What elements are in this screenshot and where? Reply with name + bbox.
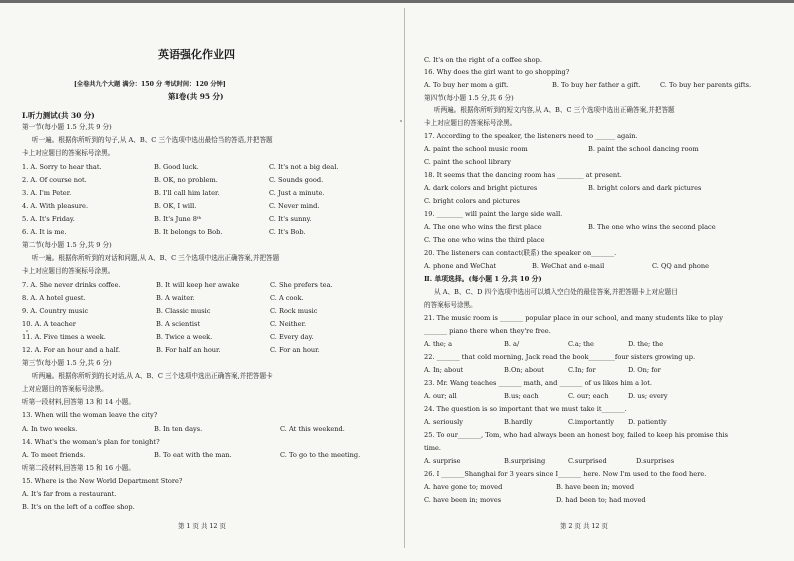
question-24: 24. The question is so important that we must take it_______. <box>424 405 627 413</box>
question-17: 17. According to the speaker, the listeners need to ______ again. <box>424 132 638 140</box>
item-option-a: 8. A. A hotel guest. <box>22 294 86 302</box>
listening-heading: Ⅰ.听力测试(共 30 分) <box>22 111 95 120</box>
section3-instruction-2: 上对应题目的答案标号涂黑。 <box>22 385 108 393</box>
item-option-a: A. To buy her mom a gift. <box>424 81 509 89</box>
single-choice-heading: Ⅱ. 单项选择。(每小题 1 分,共 10 分) <box>424 275 542 283</box>
item-option-c: C. Neither. <box>270 320 307 328</box>
top-scan-border <box>0 0 794 3</box>
item-option-c: C. To buy her parents gifts. <box>660 81 752 89</box>
question-20: 20. The listeners can contact(联系) the speaker on_______. <box>424 249 617 257</box>
item-option-a: 7. A. She never drinks coffee. <box>22 281 121 289</box>
item-option-a: 5. A. It's Friday. <box>22 215 75 223</box>
page-divider <box>404 8 405 548</box>
item-option-b: B.us; each <box>504 392 539 400</box>
item-option-c: C.surprised <box>568 457 607 465</box>
scan-speck <box>400 120 402 122</box>
item-option-b: B. In ten days. <box>154 425 203 433</box>
item-option-a: A. phone and WeChat <box>424 262 497 270</box>
item-option-c: C. It's sunny. <box>269 215 312 223</box>
item-option-c: C. For an hour. <box>270 346 320 354</box>
item-option-a: A. The one who wins the first place <box>424 223 542 231</box>
item-option-b: B. OK, no problem. <box>154 176 218 184</box>
item-option-a: A. In; about <box>424 366 464 374</box>
single-choice-instruction-1: 从 A、B、C、D 四个选项中选出可以填入空白处的最佳答案,并把答题卡上对应题目 <box>434 288 678 296</box>
item-option-a: 3. A. I'm Peter. <box>22 189 72 197</box>
question-14: 14. What's the woman's plan for tonight? <box>22 438 160 446</box>
item-option-a: A. have gone to; moved <box>424 483 503 491</box>
item-option-c: C. A cook. <box>270 294 304 302</box>
section2-heading: 第二节(每小题 1.5 分,共 9 分) <box>22 241 112 249</box>
item-option-c: C. It's not a big deal. <box>269 163 339 171</box>
item-option-a: A. seriously <box>424 418 463 426</box>
section2-instruction-2: 卡上对应题目的答案标号涂黑。 <box>22 267 115 275</box>
item-option-a: 1. A. Sorry to hear that. <box>22 163 102 171</box>
item-option-a: A. In two weeks. <box>22 425 78 433</box>
item-option-b: B.On; about <box>504 366 544 374</box>
item-option-d: D. us; every <box>628 392 668 400</box>
section4-instruction-2: 卡上对应题目的答案标号涂黑。 <box>424 119 517 127</box>
item-option-b: B. Good luck. <box>154 163 199 171</box>
section3-material-1: 听第一段材料,回答第 13 和 14 小题。 <box>22 398 135 406</box>
item-option-a: 4. A. With pleasure. <box>22 202 89 210</box>
page-footer: 第 2 页 共 12 页 <box>560 522 608 530</box>
item-option-c: C. Every day. <box>270 333 314 341</box>
item-option-b: B. WeChat and e-mail <box>532 262 605 270</box>
item-option-c: C. Just a minute. <box>269 189 325 197</box>
scan-speck <box>26 330 28 332</box>
item-option-c: C. Sounds good. <box>269 176 324 184</box>
item-option-b: B. Classic music <box>156 307 211 315</box>
item-option-b: B. A waiter. <box>156 294 195 302</box>
item-option-a: A. the; a <box>424 340 453 348</box>
item-option-c: C. bright colors and pictures <box>424 197 520 205</box>
item-option-c: C.importantly <box>568 418 614 426</box>
question-19: 19. ________ will paint the large side wall. <box>424 210 563 218</box>
item-option-b: B. have been in; moved <box>556 483 635 491</box>
item-option-b: B. Twice a week. <box>156 333 213 341</box>
question-13: 13. When will the woman leave the city? <box>22 411 158 419</box>
question-15: 15. Where is the New World Department Store? <box>22 477 183 485</box>
item-option-c: C. Rock music <box>270 307 318 315</box>
left-page <box>18 10 392 547</box>
question-23: 23. Mr. Wang teaches _______ math, and _______ of us likes him a lot. <box>424 379 652 387</box>
item-option-a: A. paint the school music room <box>424 145 528 153</box>
item-option-d: D. the; the <box>628 340 664 348</box>
item-option-b: B.surprising <box>504 457 546 465</box>
item-option-b: B. paint the school dancing room <box>588 145 699 153</box>
item-option-a: A. It's far from a restaurant. <box>22 490 117 498</box>
item-option-c: C.In; for <box>568 366 596 374</box>
section1-instruction-1: 听一遍。根据你所听到的句子,从 A、B、C 三个选项中选出最恰当的答语,并把答题 <box>32 136 273 144</box>
section4-heading: 第四节(每小题 1.5 分,共 6 分) <box>424 94 514 102</box>
item-option-a: 11. A. Five times a week. <box>22 333 106 341</box>
item-option-a: A. our; all <box>424 392 457 400</box>
item-option-d: D. had been to; had moved <box>556 496 646 504</box>
item-option-b: B. I'll call him later. <box>154 189 220 197</box>
item-option-c: C. The one who wins the third place <box>424 236 545 244</box>
item-option-c: C. our; each <box>568 392 609 400</box>
part-heading: 第Ⅰ卷(共 95 分) <box>168 92 224 101</box>
item-option-c: C. have been in; moves <box>424 496 502 504</box>
item-option-b: B. It will keep her awake <box>156 281 240 289</box>
item-option-b: B. To eat with the man. <box>154 451 232 459</box>
item-option-a: 9. A. Country music <box>22 307 89 315</box>
item-option-b: B.hardly <box>504 418 533 426</box>
item-option-a: 6. A. It is me. <box>22 228 67 236</box>
question-18: 18. It seems that the dancing room has ________ at present. <box>424 171 622 179</box>
section1-instruction-2: 卡上对应题目的答案标号涂黑。 <box>22 149 115 157</box>
exam-title: 英语强化作业四 <box>158 48 235 61</box>
item-option-b: B. To buy her father a gift. <box>552 81 641 89</box>
item-option-a: A. dark colors and bright pictures <box>424 184 538 192</box>
item-option-a: 2. A. Of course not. <box>22 176 87 184</box>
section1-heading: 第一节(每小题 1.5 分,共 9 分) <box>22 123 112 131</box>
section4-instruction-1: 听两遍。根据你所听到的短文内容,从 A、B、C 三个选项中选出正确答案,并把答题 <box>434 106 675 114</box>
item-option-b: B. A scientist <box>156 320 201 328</box>
item-option-c: C. At this weekend. <box>280 425 345 433</box>
item-option-a: A. surprise <box>424 457 461 465</box>
question-21-continued: _______ piano there when they're free. <box>424 327 551 335</box>
item-option-d: D. On; for <box>628 366 661 374</box>
item-option-b: B. bright colors and dark pictures <box>588 184 702 192</box>
item-option-c: C. To go to the meeting. <box>280 451 361 459</box>
section2-instruction-1: 听一遍。根据你所听到的对话和问题,从 A、B、C 三个选项中选出正确答案,并把答题 <box>32 254 280 262</box>
page-footer: 第 1 页 共 12 页 <box>178 522 226 530</box>
item-option-a: 10. A. A teacher <box>22 320 76 328</box>
item-option-b: B. The one who wins the second place <box>588 223 716 231</box>
item-option-b: B. a/ <box>504 340 520 348</box>
right-page <box>420 10 780 547</box>
item-option-b: B. For half an hour. <box>156 346 221 354</box>
item-option-d: D.surprises <box>636 457 675 465</box>
item-option-c: C. It's on the right of a coffee shop. <box>424 56 542 64</box>
item-option-c: C. It's Bob. <box>269 228 306 236</box>
question-21: 21. The music room is _______ popular place in our school, and many students like to play <box>424 314 724 322</box>
question-25-continued: time. <box>424 444 442 452</box>
item-option-a: A. To meet friends. <box>22 451 86 459</box>
single-choice-instruction-2: 的答案标号涂黑。 <box>424 301 477 309</box>
item-option-b: B. It's June 8ᵗʰ <box>154 215 202 223</box>
section3-heading: 第三节(每小题 1.5 分,共 6 分) <box>22 359 112 367</box>
item-option-d: D. patiently <box>628 418 667 426</box>
item-option-b: B. OK, I will. <box>154 202 197 210</box>
question-25: 25. To our_______, Tom, who had always been an honest boy, failed to keep his promise this <box>424 431 729 439</box>
question-26: 26. I _______Shanghai for 3 years since I_______ here. Now I'm used to the food here. <box>424 470 707 478</box>
item-option-c: C. Never mind. <box>269 202 320 210</box>
item-option-c: C. QQ and phone <box>652 262 709 270</box>
item-option-c: C. paint the school library <box>424 158 512 166</box>
question-22: 22. _______ that cold morning, Jack read the book________four sisters growing up. <box>424 353 696 361</box>
item-option-b: B. It's on the left of a coffee shop. <box>22 503 135 511</box>
item-option-c: C. She prefers tea. <box>270 281 333 289</box>
item-option-a: 12. A. For an hour and a half. <box>22 346 121 354</box>
item-option-b: B. It belongs to Bob. <box>154 228 223 236</box>
item-option-c: C.a; the <box>568 340 594 348</box>
exam-subtitle: [全卷共九个大题 满分：150 分 考试时间：120 分钟] <box>74 81 226 88</box>
section3-instruction-1: 听两遍。根据你所听到的长对话,从 A、B、C 三个选项中选出正确答案,并把答题卡 <box>32 372 273 380</box>
question-16: 16. Why does the girl want to go shopping? <box>424 68 570 76</box>
section3-material-2: 听第二段材料,回答第 15 和 16 小题。 <box>22 464 135 472</box>
